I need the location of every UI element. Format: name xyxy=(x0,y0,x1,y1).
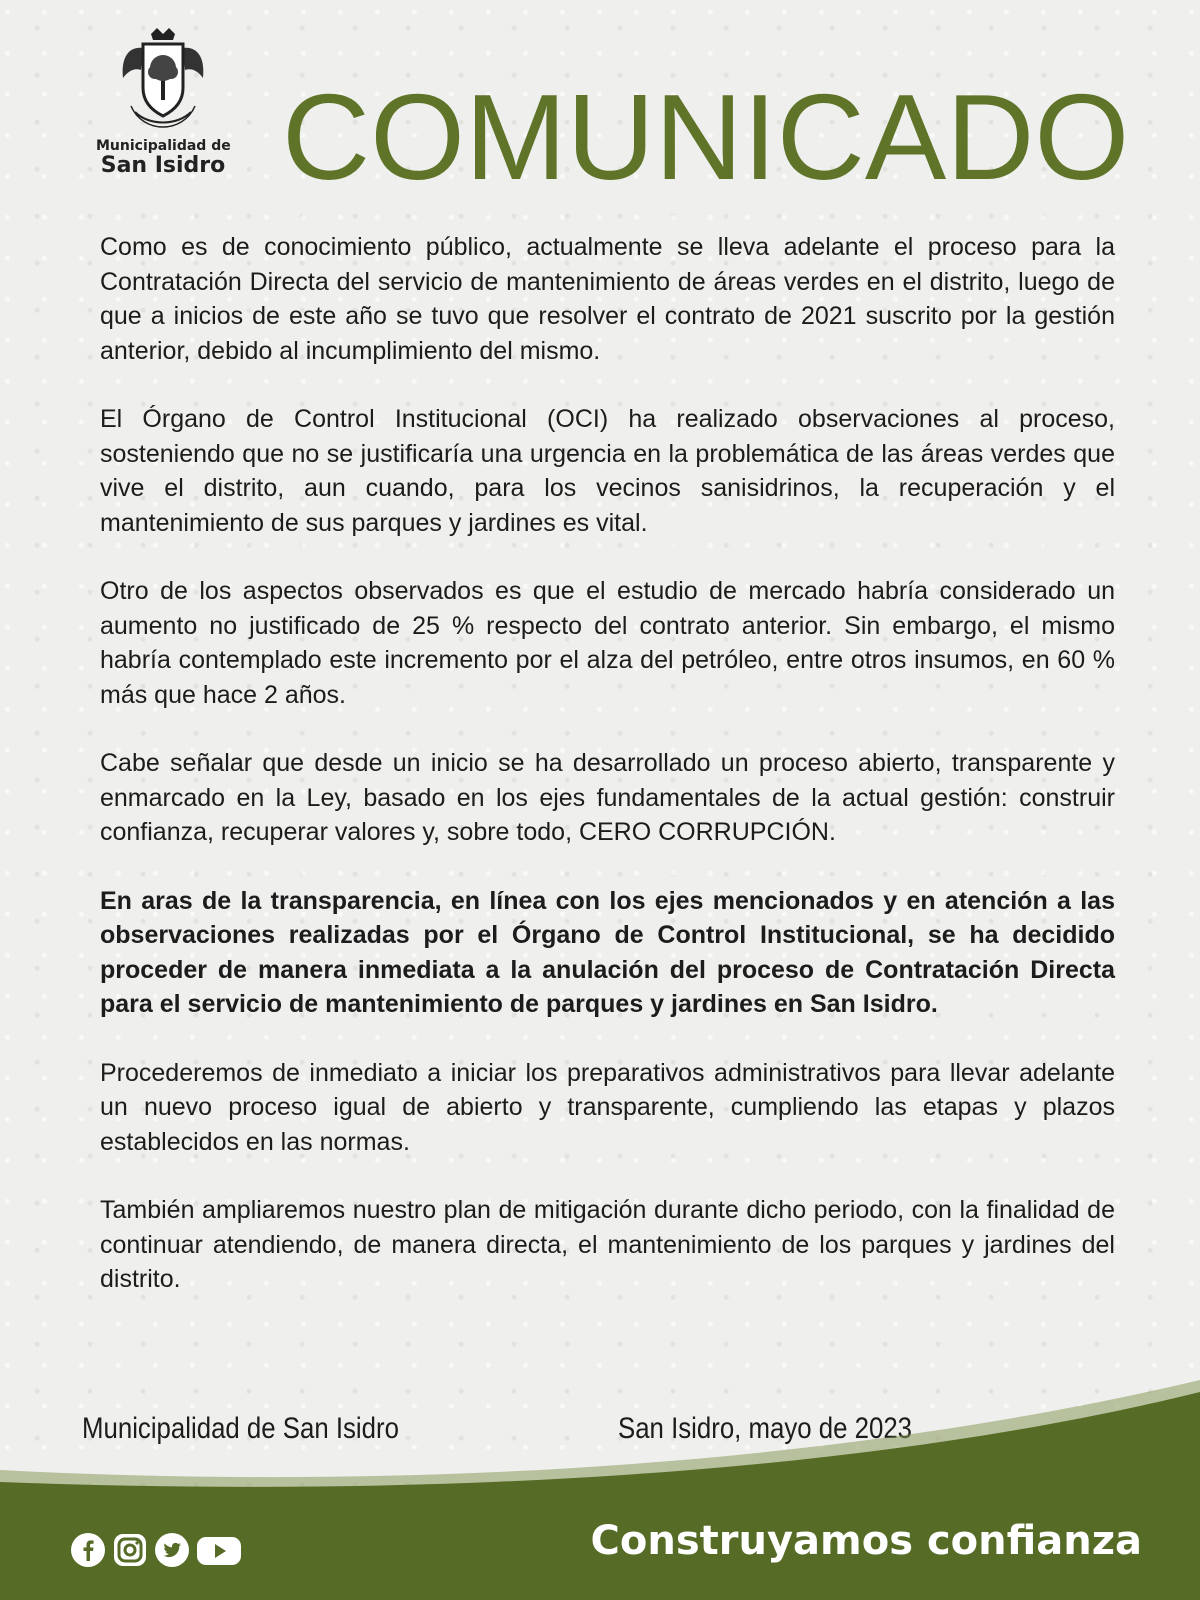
signature-issuer: Municipalidad de San Isidro xyxy=(82,1412,399,1445)
paragraph: Cabe señalar que desde un inicio se ha desarrollado un proceso abierto, transparente y enmarcado en la Ley, basado en los ejes fundamentales de la actual gestión: construir confianza, recuperar valores y, sobre todo, CERO CORRUPCIÓN. xyxy=(100,749,1115,846)
paragraph: Como es de conocimiento público, actualmente se lleva adelante el proceso para la Contratación Directa del servicio de mantenimiento de áreas verdes en el distrito, luego de que a inicios de este año se tuvo que resolver el contrato de 2021 suscrito por la gestión anterior, debido al incumplimiento del mismo. xyxy=(100,233,1115,365)
twitter-icon[interactable] xyxy=(154,1532,190,1568)
paragraph: También ampliaremos nuestro plan de mitigación durante dicho periodo, con la finalidad de continuar atendiendo, de manera directa, el mantenimiento de los parques y jardines del distrito. xyxy=(100,1196,1115,1293)
instagram-icon[interactable] xyxy=(112,1532,148,1568)
page-title: COMUNICADO xyxy=(282,69,1130,205)
logo-text-line2: San Isidro xyxy=(100,153,226,178)
paragraph-bold: En aras de la transparencia, en línea con los ejes mencionados y en atención a las observaciones realizadas por el Órgano de Control Institucional, se ha decidido proceder de manera inmediata a la anulación del proceso de Contratación Directa para el servicio de mantenimiento de parques y jardines en San Isidro. xyxy=(100,886,1115,1018)
coat-of-arms-icon xyxy=(113,26,213,136)
municipality-logo xyxy=(96,26,230,178)
facebook-icon[interactable] xyxy=(70,1532,106,1568)
paragraph: Otro de los aspectos observados es que el estudio de mercado habría considerado un aumento no justificado de 25 % respecto del contrato anterior. Sin embargo, el mismo habría contemplado este incremento por el alza del petróleo, entre otros insumos, en 60 % más que hace 2 años. xyxy=(100,577,1115,709)
youtube-icon[interactable] xyxy=(196,1532,242,1568)
logo-text-line1: Municipalidad de xyxy=(96,138,231,154)
footer-slogan: Construyamos confianza xyxy=(590,1518,1142,1564)
signature-date: San Isidro, mayo de 2023 xyxy=(618,1412,913,1445)
social-links xyxy=(70,1532,242,1568)
paragraph: Procederemos de inmediato a iniciar los preparativos administrativos para llevar adelante un nuevo proceso igual de abierto y transparente, cumpliendo las etapas y plazos establecidos en las normas. xyxy=(100,1058,1115,1156)
paragraph: El Órgano de Control Institucional (OCI) ha realizado observaciones al proceso, sosteniendo que no se justificaría una urgencia en la problemática de las áreas verdes que vive el distrito, aun cuando, para los vecinos sanisidrinos, la recuperación y el mantenimiento de sus parques y jardines es vital. xyxy=(100,405,1115,537)
communique-body xyxy=(100,230,1115,1331)
